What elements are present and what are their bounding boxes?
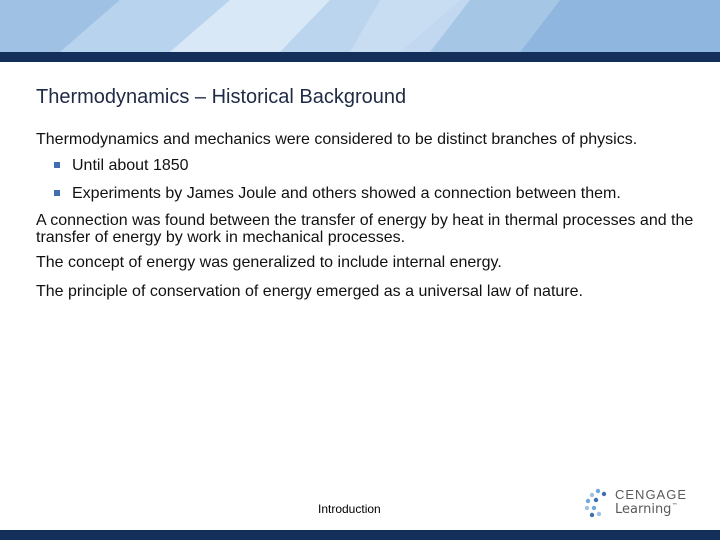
footer-bar — [0, 530, 720, 540]
trademark-symbol: ™ — [671, 502, 678, 510]
square-bullet-icon — [54, 162, 60, 168]
bullet-item — [36, 156, 696, 176]
bullet-list — [36, 156, 696, 204]
bullet-item — [36, 184, 696, 204]
logo-word-cengage: CENGAGE — [615, 487, 688, 502]
bullet-text: Experiments by James Joule and others showed a connection between them. — [72, 185, 621, 202]
cengage-dots-icon — [584, 488, 610, 518]
header-banner — [0, 0, 720, 62]
body-paragraph: A connection was found between the transfer of energy by heat in thermal processes and the transfer of energy by work in mechanical processes. — [36, 212, 694, 246]
bullet-text: Until about 1850 — [72, 157, 189, 174]
body-paragraph: Thermodynamics and mechanics were considered to be distinct branches of physics. — [36, 131, 638, 148]
body-paragraph: The concept of energy was generalized to include internal energy. — [36, 254, 502, 271]
logo-word-learning-text: Learning — [615, 502, 672, 517]
slide-title: Thermodynamics – Historical Background — [36, 86, 407, 108]
logo-word-learning — [615, 502, 677, 517]
square-bullet-icon — [54, 190, 60, 196]
slide-body — [36, 131, 696, 308]
cengage-logo — [584, 486, 694, 520]
body-paragraph: The principle of conservation of energy emerged as a universal law of nature. — [36, 283, 583, 300]
footer-label: Introduction — [318, 502, 381, 516]
